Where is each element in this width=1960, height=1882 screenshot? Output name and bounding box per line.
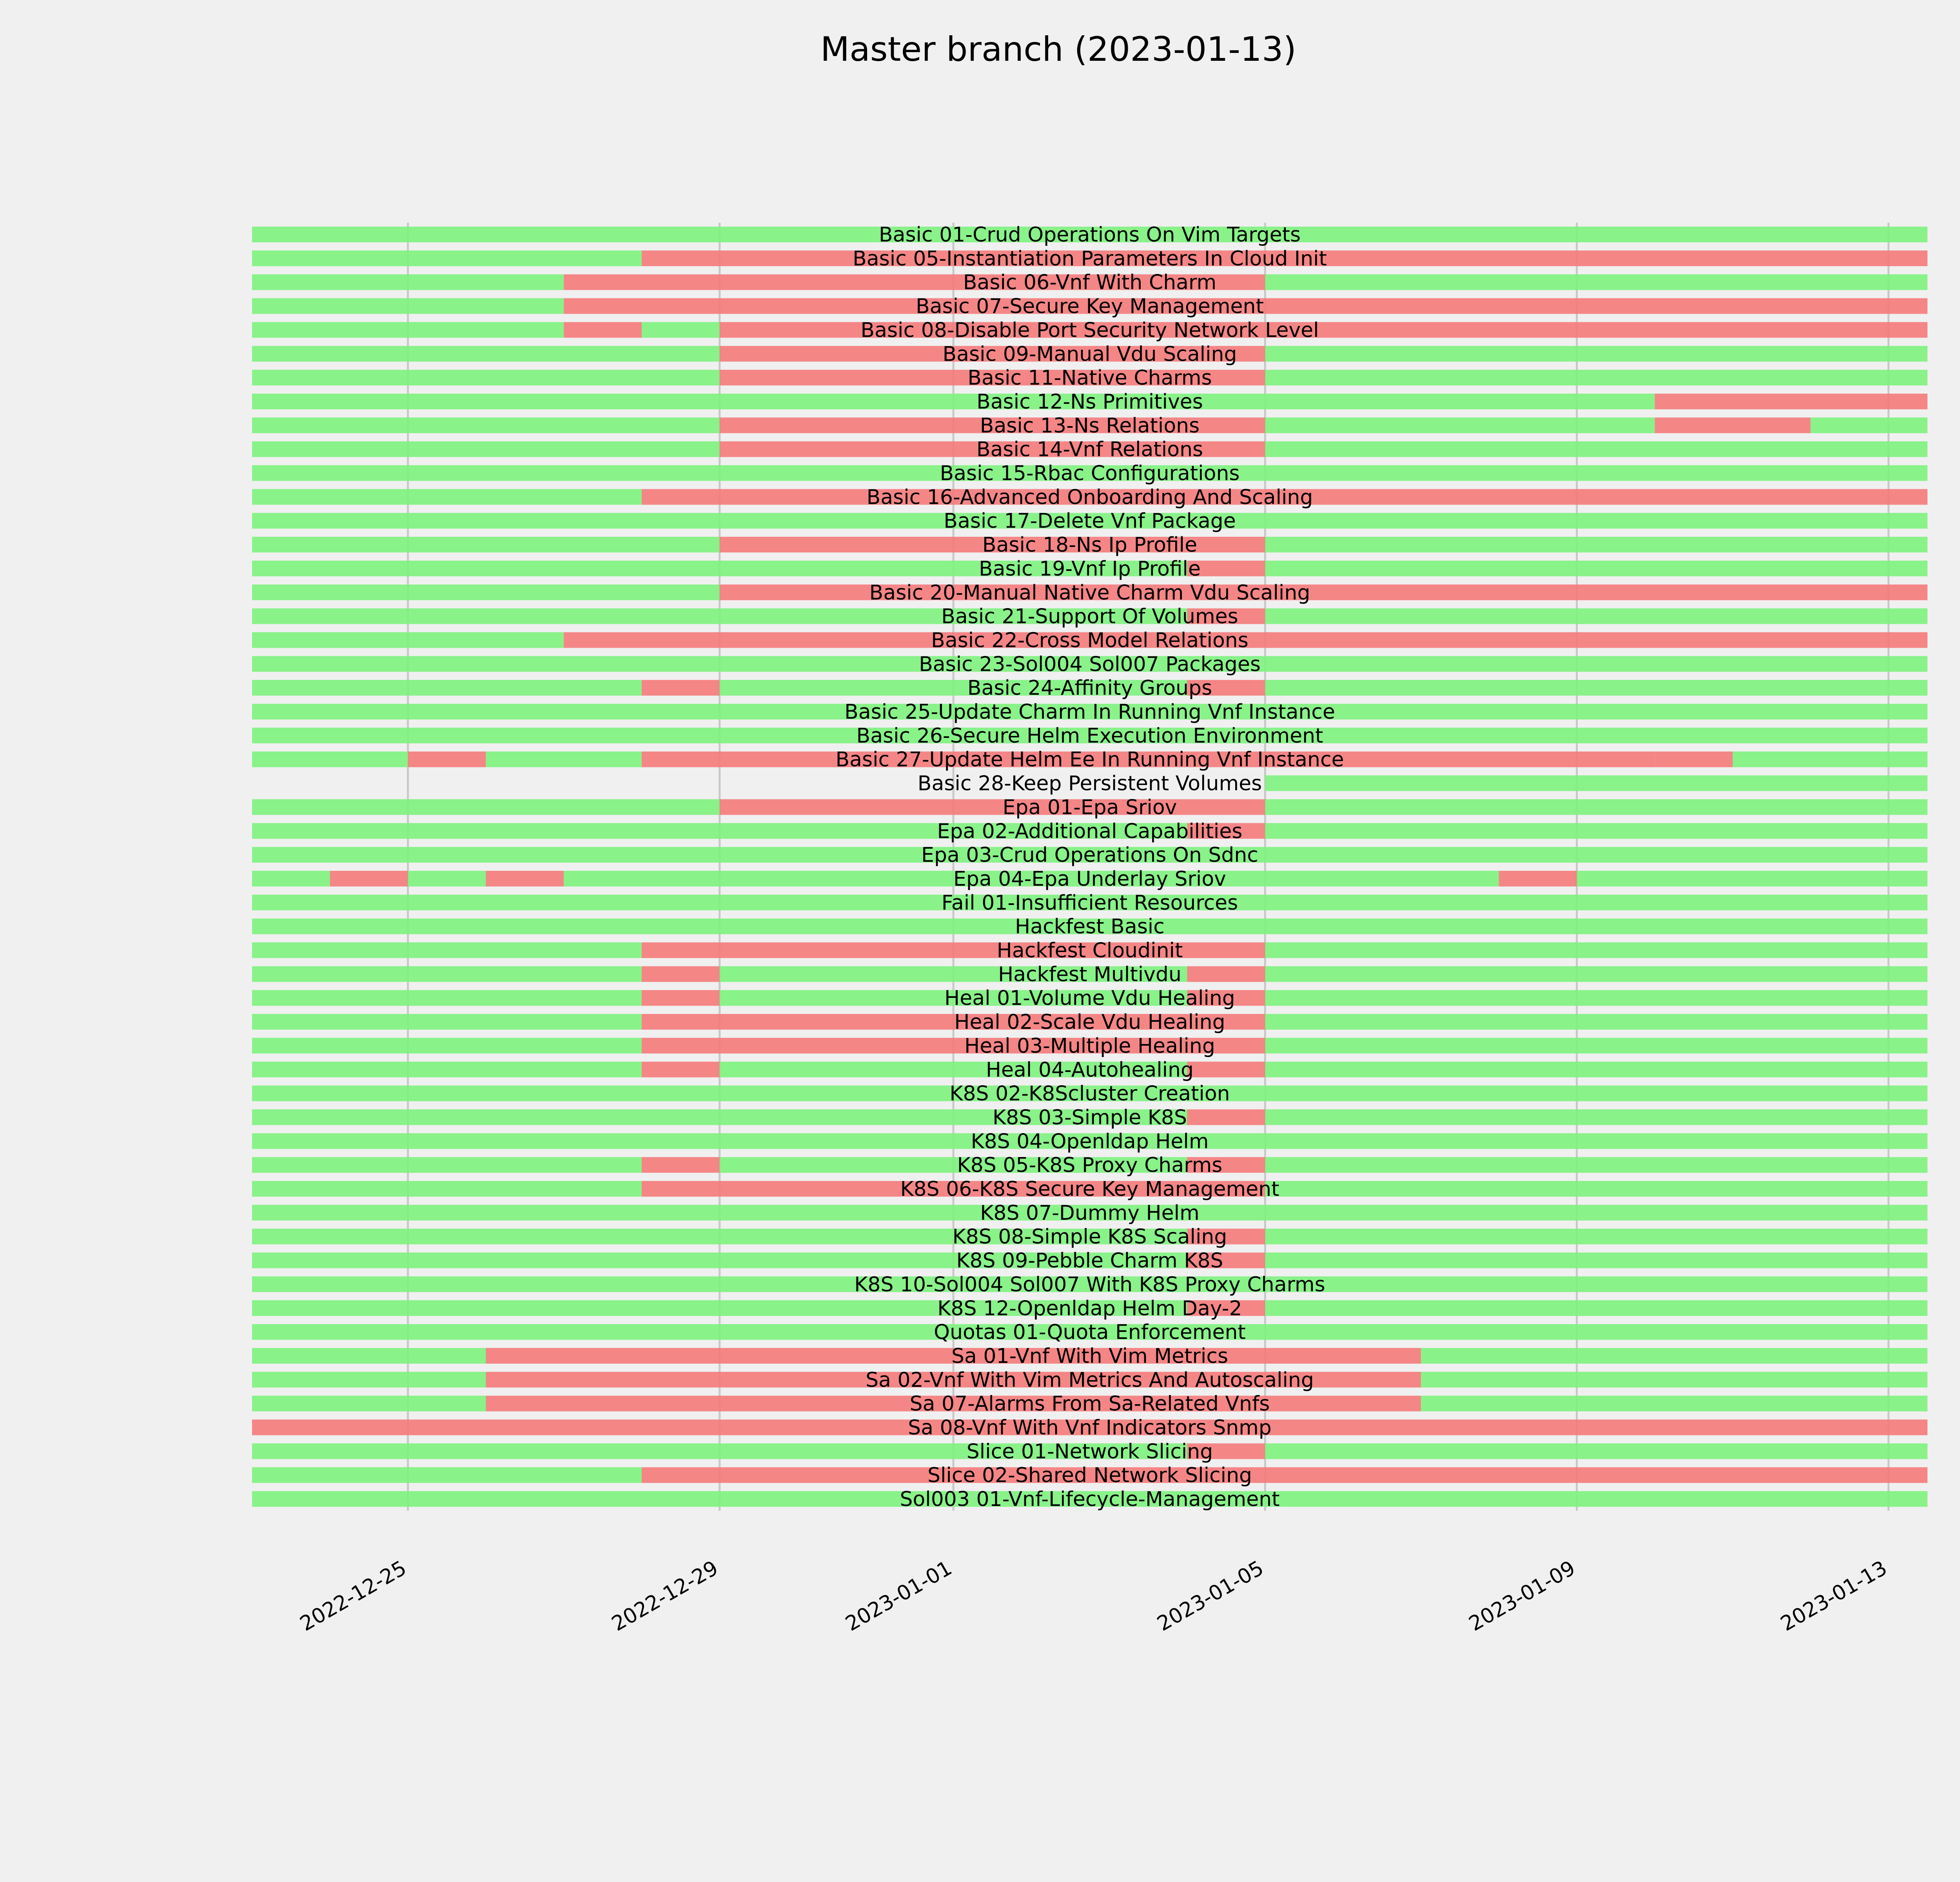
row-label: Sa 01-Vnf With Vim Metrics xyxy=(951,1344,1229,1368)
bar-segment-pass xyxy=(1421,1396,1927,1412)
bar-segment-fail xyxy=(1655,418,1811,433)
ticks-layer xyxy=(296,1556,1891,1636)
bar-segment-pass xyxy=(252,680,642,696)
bar-segment-pass xyxy=(1265,1062,1927,1077)
row-label: Basic 11-Native Charms xyxy=(967,366,1212,390)
row-label: Heal 04-Autohealing xyxy=(985,1058,1194,1082)
row-label: K8S 03-Simple K8S xyxy=(993,1106,1187,1130)
row-label: Basic 25-Update Charm In Running Vnf Instance xyxy=(844,700,1335,724)
bar-segment-fail xyxy=(642,966,720,982)
bar-segment-pass xyxy=(1265,441,1927,457)
bar-segment-pass xyxy=(1265,370,1927,385)
row-label: Basic 26-Secure Helm Execution Environment xyxy=(856,724,1323,748)
x-tick-label: 2023-01-13 xyxy=(1777,1556,1891,1636)
bar-segment-pass xyxy=(1421,1348,1927,1364)
bar-segment-pass xyxy=(1265,1109,1927,1125)
bar-segment-pass xyxy=(252,1181,642,1197)
labels-layer xyxy=(835,223,1344,1511)
bar-segment-pass xyxy=(252,298,564,314)
bar-segment-pass xyxy=(252,966,642,982)
bar-segment-pass xyxy=(1265,418,1655,433)
bar-segment-pass xyxy=(252,251,642,266)
row-label: K8S 09-Pebble Charm K8S xyxy=(956,1249,1223,1273)
bar-segment-pass xyxy=(1265,776,1927,791)
row-label: Basic 15-Rbac Configurations xyxy=(940,461,1240,485)
bar-segment-pass xyxy=(1265,943,1927,958)
row-label: Epa 01-Epa Sriov xyxy=(1002,796,1177,819)
row-label: Basic 20-Manual Native Charm Vdu Scaling xyxy=(869,581,1310,605)
bar-segment-fail xyxy=(642,990,720,1006)
row-label: K8S 07-Dummy Helm xyxy=(980,1201,1200,1225)
row-label: K8S 12-Openldap Helm Day-2 xyxy=(937,1297,1242,1321)
bar-segment-fail xyxy=(486,871,564,887)
bar-segment-fail xyxy=(408,752,486,767)
bar-segment-pass xyxy=(252,1062,642,1077)
row-label: Heal 03-Multiple Healing xyxy=(964,1034,1215,1058)
row-label: Basic 27-Update Helm Ee In Running Vnf Instance xyxy=(835,748,1344,772)
row-label: Basic 01-Crud Operations On Vim Targets xyxy=(878,223,1301,247)
row-label: Heal 01-Volume Vdu Healing xyxy=(944,986,1235,1010)
row-label: Hackfest Multivdu xyxy=(998,963,1181,986)
bar-segment-pass xyxy=(252,274,564,290)
bar-segment-pass xyxy=(486,752,642,767)
bar-segment-fail xyxy=(1187,1109,1265,1125)
bar-segment-pass xyxy=(252,943,642,958)
x-tick-label: 2022-12-29 xyxy=(608,1556,722,1636)
bar-segment-pass xyxy=(1265,680,1927,696)
bar-segment-pass xyxy=(1421,1372,1927,1388)
row-label: Basic 28-Keep Persistent Volumes xyxy=(917,772,1262,796)
bar-segment-pass xyxy=(1265,346,1927,362)
bar-segment-pass xyxy=(1265,609,1927,624)
row-label: Fail 01-Insufficient Resources xyxy=(941,891,1238,915)
row-label: Basic 17-Delete Vnf Package xyxy=(944,509,1236,533)
x-tick-label: 2023-01-09 xyxy=(1465,1556,1579,1636)
row-label: Hackfest Cloudinit xyxy=(996,939,1183,963)
bar-segment-pass xyxy=(1733,752,1927,767)
bar-segment-pass xyxy=(1265,823,1927,839)
row-label: Basic 16-Advanced Onboarding And Scaling xyxy=(866,485,1313,509)
bar-segment-pass xyxy=(252,370,720,385)
bar-segment-pass xyxy=(252,322,564,338)
bar-segment-pass xyxy=(1577,871,1927,887)
bar-segment-pass xyxy=(1265,1253,1927,1268)
bar-segment-pass xyxy=(1265,990,1927,1006)
bar-segment-pass xyxy=(1265,1229,1927,1244)
bar-segment-fail xyxy=(1655,394,1927,409)
row-label: Quotas 01-Quota Enforcement xyxy=(934,1321,1246,1344)
bar-segment-pass xyxy=(252,1396,486,1412)
bar-segment-pass xyxy=(252,1157,642,1173)
row-label: Basic 13-Ns Relations xyxy=(980,414,1200,438)
row-label: Basic 06-Vnf With Charm xyxy=(963,271,1217,294)
bar-segment-pass xyxy=(252,441,720,457)
row-label: Basic 18-Ns Ip Profile xyxy=(982,533,1198,557)
bar-segment-pass xyxy=(252,346,720,362)
x-tick-label: 2023-01-05 xyxy=(1153,1556,1268,1636)
bar-segment-pass xyxy=(1265,561,1927,576)
bar-segment-pass xyxy=(252,871,330,887)
row-label: Basic 22-Cross Model Relations xyxy=(931,629,1249,652)
row-label: Hackfest Basic xyxy=(1015,915,1165,939)
bar-segment-pass xyxy=(1265,1157,1927,1173)
bar-segment-pass xyxy=(252,1038,642,1054)
chart-title: Master branch (2023-01-13) xyxy=(820,30,1297,69)
row-label: Sa 07-Alarms From Sa-Related Vnfs xyxy=(909,1392,1270,1416)
bar-segment-pass xyxy=(252,799,720,815)
bar-segment-pass xyxy=(252,394,1655,409)
bar-segment-fail xyxy=(1187,966,1265,982)
bar-segment-pass xyxy=(252,489,642,505)
row-label: Epa 03-Crud Operations On Sdnc xyxy=(921,843,1258,867)
bar-segment-fail xyxy=(1187,1062,1265,1077)
bar-segment-pass xyxy=(1265,1443,1927,1459)
row-label: K8S 08-Simple K8S Scaling xyxy=(952,1225,1227,1249)
row-label: K8S 02-K8Scluster Creation xyxy=(949,1082,1230,1106)
bar-segment-fail xyxy=(1655,752,1733,767)
row-label: Basic 23-Sol004 Sol007 Packages xyxy=(919,652,1261,676)
bar-segment-pass xyxy=(408,871,486,887)
row-label: Epa 02-Additional Capabilities xyxy=(937,819,1243,843)
bar-segment-fail xyxy=(642,680,720,696)
x-tick-label: 2022-12-25 xyxy=(296,1556,411,1636)
bar-segment-pass xyxy=(252,1014,642,1030)
bar-segment-pass xyxy=(1811,418,1927,433)
bar-segment-pass xyxy=(252,418,720,433)
row-label: Slice 02-Shared Network Slicing xyxy=(927,1464,1252,1488)
bar-segment-pass xyxy=(1265,537,1927,552)
row-label: Sa 08-Vnf With Vnf Indicators Snmp xyxy=(908,1416,1272,1440)
bar-segment-pass xyxy=(1265,799,1927,815)
bar-segment-fail xyxy=(642,1157,720,1173)
bar-segment-fail xyxy=(642,1062,720,1077)
bar-segment-pass xyxy=(1265,1038,1927,1054)
row-label: Sol003 01-Vnf-Lifecycle-Management xyxy=(900,1488,1280,1511)
row-label: K8S 10-Sol004 Sol007 With K8S Proxy Charms xyxy=(854,1273,1325,1297)
row-label: Heal 02-Scale Vdu Healing xyxy=(954,1010,1225,1034)
row-label: K8S 04-Openldap Helm xyxy=(971,1130,1209,1154)
row-label: Slice 01-Network Slicing xyxy=(966,1440,1213,1464)
row-label: Basic 24-Affinity Groups xyxy=(967,676,1212,700)
bar-segment-pass xyxy=(1265,1181,1927,1197)
bar-segment-pass xyxy=(642,322,720,338)
bar-segment-pass xyxy=(252,537,720,552)
row-label: Basic 14-Vnf Relations xyxy=(976,438,1203,461)
row-label: Basic 09-Manual Vdu Scaling xyxy=(942,342,1237,366)
bar-segment-pass xyxy=(252,1348,486,1364)
bar-segment-pass xyxy=(252,1372,486,1388)
row-label: K8S 05-K8S Proxy Charms xyxy=(957,1154,1223,1177)
bar-segment-pass xyxy=(252,632,564,648)
row-label: Basic 08-Disable Port Security Network Level xyxy=(860,318,1319,342)
bar-segment-pass xyxy=(1265,1300,1927,1316)
bar-segment-pass xyxy=(252,585,720,600)
row-label: K8S 06-K8S Secure Key Management xyxy=(900,1177,1279,1201)
row-label: Basic 05-Instantiation Parameters In Cloud Init xyxy=(853,247,1327,271)
row-label: Epa 04-Epa Underlay Sriov xyxy=(953,867,1226,891)
bar-segment-pass xyxy=(252,752,408,767)
row-label: Sa 02-Vnf With Vim Metrics And Autoscaling xyxy=(866,1368,1314,1392)
bar-segment-pass xyxy=(252,1467,642,1483)
x-tick-label: 2023-01-01 xyxy=(841,1556,956,1636)
row-label: Basic 19-Vnf Ip Profile xyxy=(978,557,1201,581)
bar-segment-fail xyxy=(1499,871,1577,887)
bar-segment-pass xyxy=(1265,1014,1927,1030)
bar-segment-fail xyxy=(330,871,408,887)
bar-segment-pass xyxy=(252,990,642,1006)
bar-segment-fail xyxy=(642,1467,1927,1483)
bar-segment-fail xyxy=(564,322,642,338)
row-label: Basic 07-Secure Key Management xyxy=(916,294,1264,318)
row-label: Basic 12-Ns Primitives xyxy=(976,390,1203,414)
bar-segment-pass xyxy=(1265,274,1927,290)
bar-segment-pass xyxy=(1265,966,1927,982)
row-label: Basic 21-Support Of Volumes xyxy=(941,605,1238,629)
bar-segment-fail xyxy=(720,799,1265,815)
